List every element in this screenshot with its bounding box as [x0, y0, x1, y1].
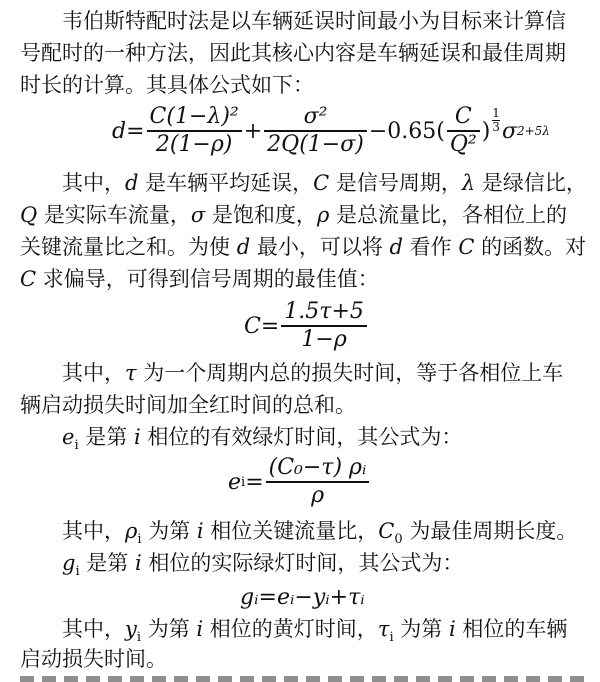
paragraph-line: Q 是实际车流量，σ 是饱和度，ρ 是总流量比，各相位上的 [20, 203, 567, 227]
actual-green-formula [240, 582, 365, 612]
numerator: (C₀−τ) ρᵢ [268, 455, 367, 481]
formula-lhs: d [112, 118, 127, 144]
denominator: ρ [311, 482, 324, 508]
paragraph-line: 其中，$y_i$ 为第 i 相位的黄灯时间，$\tau_i$ 为第 i 相位的车辆 [62, 617, 568, 645]
paragraph-line: 时长的计算。其具体公式如下： [20, 73, 314, 97]
formula-lhs: C [244, 313, 261, 339]
fraction [147, 104, 242, 158]
paragraph-line: 辆启动损失时间加全红时间的总和。 [20, 393, 356, 417]
numerator: 1 [492, 105, 500, 120]
formula-close: ) [481, 118, 491, 144]
paragraph-line: 其中，$\rho_i$ 为第 i 相位关键流量比，$C_0$ 为最佳周期长度。 [62, 519, 578, 547]
formula-text: gᵢ=eᵢ−yᵢ+τᵢ [240, 584, 365, 610]
denominator: 2(1−ρ) [155, 131, 233, 157]
paragraph-line: 号配时的一种方法，因此其核心内容是车辆延误和最佳周期 [20, 41, 566, 65]
fraction [281, 299, 367, 353]
effective-green-formula [228, 452, 371, 512]
formula-plus: + [243, 118, 263, 144]
fraction [264, 104, 367, 158]
paragraph-line: C 求偏导，可得到信号周期的最佳值： [20, 267, 379, 291]
paragraph-line: 其中，τ 为一个周期内总的损失时间，等于各相位上车 [62, 361, 564, 385]
paragraph-line: $e_i$ 是第 i 相位的有效绿灯时间，其公式为： [62, 425, 463, 453]
paragraph-line: 其中，d 是车辆平均延误，C 是信号周期，λ 是绿信比， [62, 171, 587, 195]
exponent-fraction [492, 107, 500, 134]
cropped-next-line [20, 670, 590, 682]
delay-formula [112, 100, 550, 162]
paragraph-line: 韦伯斯特配时法是以车辆延误时间最小为目标来计算信 [62, 9, 566, 33]
formula-tail-exponent: 2+5λ [516, 124, 550, 138]
formula-lhs-sub: i [241, 474, 246, 490]
paragraph-line: $g_i$ 是第 i 相位的实际绿灯时间，其公式为： [62, 551, 464, 579]
formula-lhs: e [228, 469, 242, 495]
denominator: 1−ρ [301, 326, 347, 352]
denominator: 2Q(1−σ) [267, 131, 364, 157]
numerator: C(1−λ)² [149, 104, 239, 130]
numerator: σ² [303, 104, 328, 130]
formula-eq: = [245, 469, 264, 495]
denominator: 3 [492, 119, 500, 134]
denominator: Q² [449, 131, 477, 157]
formula-eq: = [260, 313, 280, 339]
formula-minus: −0.65( [368, 118, 445, 144]
paragraph-line: 启动损失时间。 [20, 647, 167, 671]
numerator: 1.5τ+5 [284, 299, 364, 325]
formula-tail: σ [501, 118, 517, 144]
cycle-formula [244, 296, 369, 356]
formula-eq: = [126, 118, 145, 144]
numerator: C [454, 104, 472, 130]
paragraph-line: 关键流量比之和。为使 d 最小，可以将 d 看作 C 的函数。对 [20, 235, 587, 259]
fraction [447, 104, 480, 158]
fraction [266, 455, 370, 509]
